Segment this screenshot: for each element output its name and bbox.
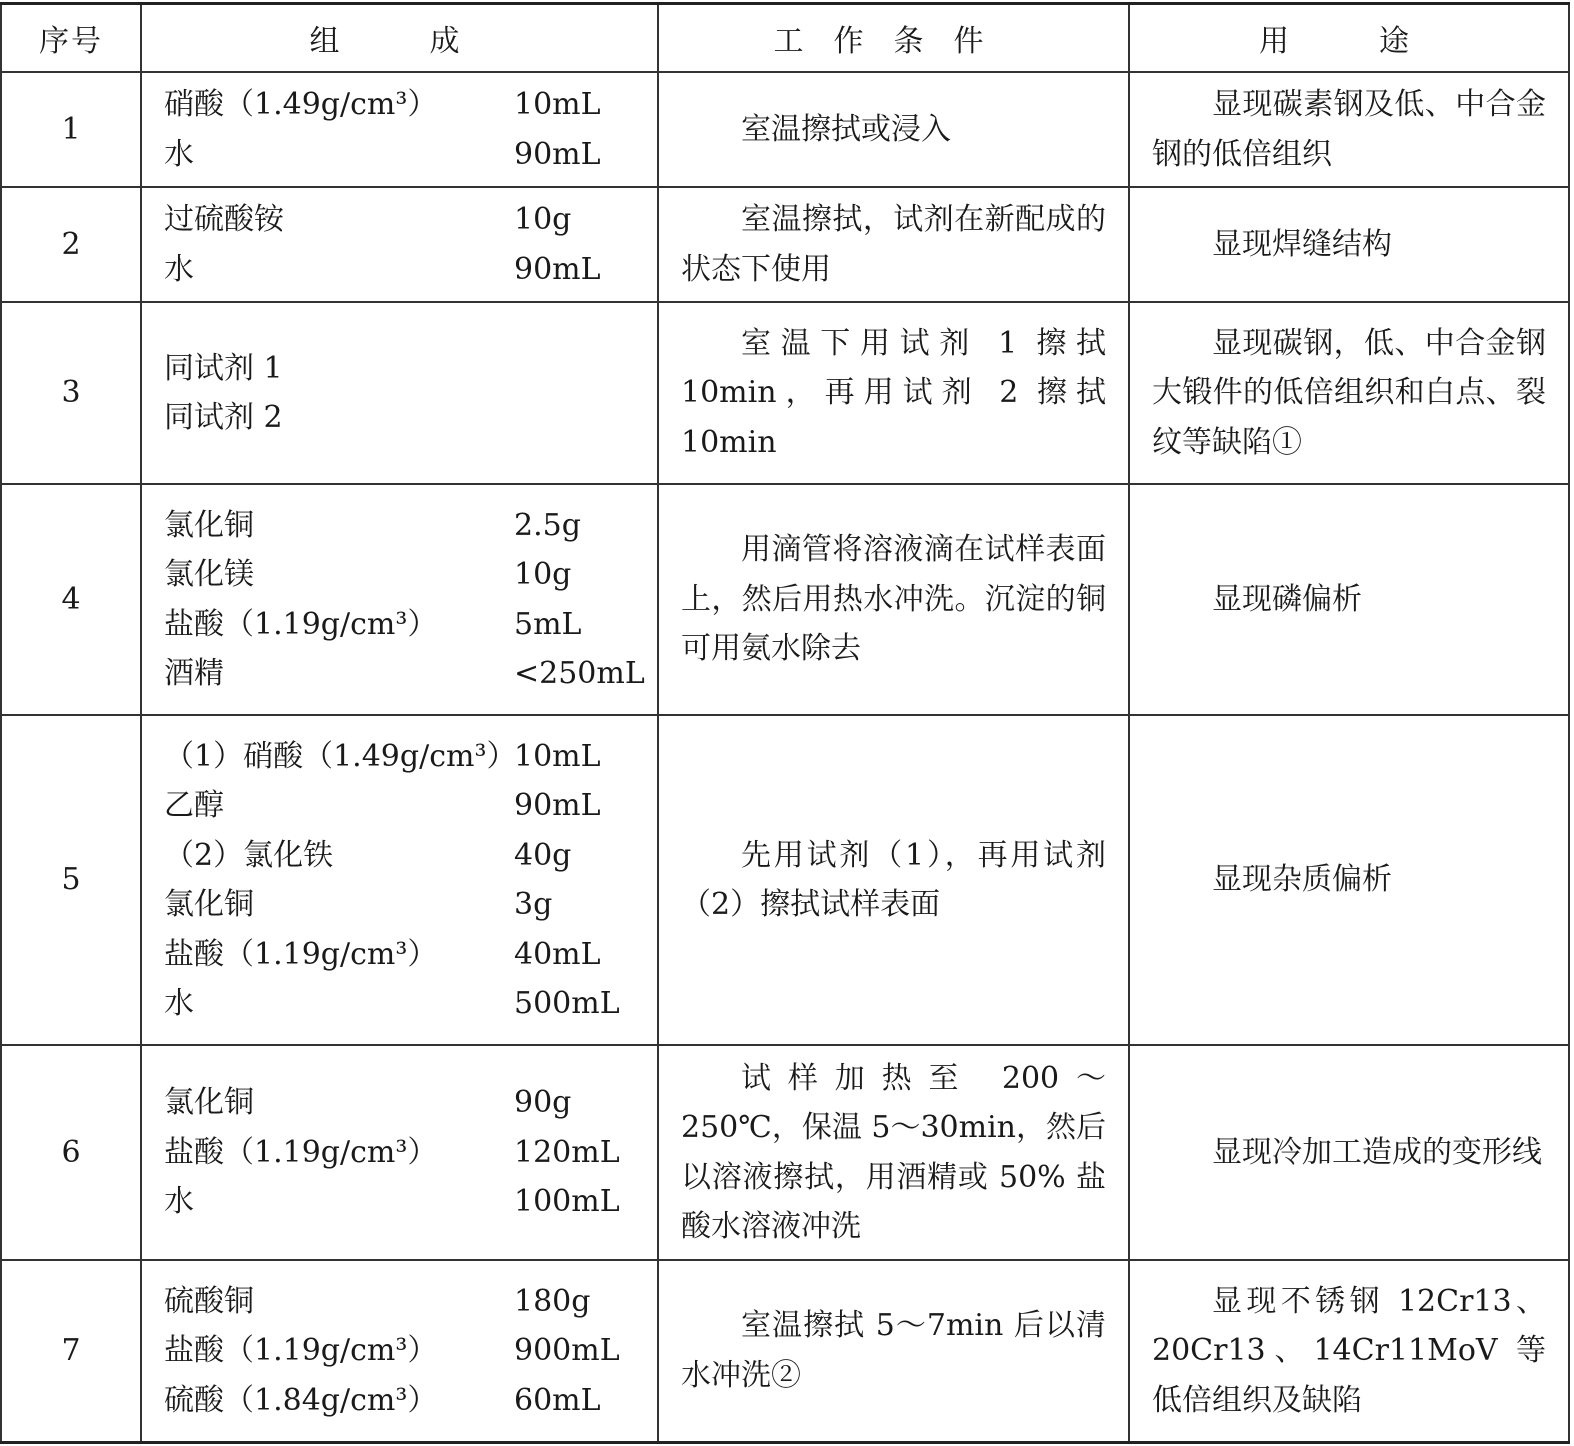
header-index: 序号	[1, 4, 141, 73]
conditions-cell	[658, 302, 1129, 484]
component-amount: 2.5g	[514, 507, 581, 543]
table-row	[1, 715, 1569, 1045]
component-name: 氯化铜	[164, 887, 254, 922]
conditions-cell	[658, 1260, 1129, 1442]
component-name: 氯化铜	[164, 507, 254, 543]
component-line	[164, 1177, 657, 1227]
usage-cell	[1129, 1045, 1569, 1260]
component-name: 盐酸（1.19g/cm³）	[164, 936, 438, 972]
conditions-cell	[658, 187, 1129, 302]
component-name: （1）硝酸（1.49g/cm³）	[164, 738, 517, 774]
component-name: 盐酸（1.19g/cm³）	[164, 1333, 438, 1368]
table-row	[1, 484, 1569, 715]
component-amount: 90g	[514, 1085, 572, 1121]
row-index: 1	[1, 72, 141, 187]
usage-text: 显现磷偏析	[1212, 581, 1362, 617]
component-name: 盐酸（1.19g/cm³）	[164, 1134, 438, 1170]
component-amount: 90mL	[514, 251, 601, 287]
conditions-text: 先用试剂（1），再用试剂（2）擦拭试样表面	[681, 837, 1106, 922]
component-line	[164, 979, 657, 1029]
usage-cell	[1129, 715, 1569, 1045]
header-conditions: 工作条件	[658, 4, 1129, 73]
component-line	[164, 831, 657, 881]
component-name: 水	[164, 136, 194, 172]
component-name: 硫酸铜	[164, 1283, 254, 1319]
component-name: 盐酸（1.19g/cm³）	[164, 606, 438, 642]
usage-cell	[1129, 1260, 1569, 1442]
component-line	[164, 344, 657, 394]
row-index: 7	[1, 1260, 141, 1442]
table-row	[1, 1260, 1569, 1442]
conditions-text: 室温擦拭，试剂在新配成的状态下使用	[681, 202, 1106, 287]
composition-cell	[141, 715, 658, 1045]
component-amount: <250mL	[514, 656, 645, 691]
table-row	[1, 187, 1569, 302]
header-row	[1, 4, 1569, 73]
component-amount: 10mL	[514, 738, 601, 774]
component-line	[164, 1376, 657, 1426]
conditions-cell	[658, 715, 1129, 1045]
component-line	[164, 550, 657, 600]
component-amount: 900mL	[514, 1333, 620, 1368]
component-amount: 60mL	[514, 1382, 601, 1418]
component-name: 氯化镁	[164, 557, 254, 592]
component-name: 水	[164, 251, 194, 287]
usage-text: 显现碳钢，低、中合金钢大锻件的低倍组织和白点、裂纹等缺陷①	[1152, 325, 1546, 460]
row-index: 3	[1, 302, 141, 484]
row-index: 4	[1, 484, 141, 715]
component-name: 水	[164, 1184, 194, 1220]
conditions-cell	[658, 72, 1129, 187]
usage-cell	[1129, 484, 1569, 715]
composition-cell	[141, 72, 658, 187]
composition-cell	[141, 1260, 658, 1442]
component-name: 硫酸（1.84g/cm³）	[164, 1382, 438, 1418]
component-line	[164, 930, 657, 980]
component-amount: 100mL	[514, 1184, 620, 1220]
component-line	[164, 1277, 657, 1327]
component-amount: 5mL	[514, 606, 582, 642]
row-index: 6	[1, 1045, 141, 1260]
composition-cell	[141, 1045, 658, 1260]
row-index: 2	[1, 187, 141, 302]
usage-cell	[1129, 187, 1569, 302]
component-name: 乙醇	[164, 788, 224, 823]
component-line	[164, 781, 657, 831]
usage-cell	[1129, 302, 1569, 484]
conditions-cell	[658, 484, 1129, 715]
component-amount: 120mL	[514, 1134, 620, 1170]
header-composition: 组 成	[141, 4, 658, 73]
conditions-text: 室温下用试剂 1 擦拭 10min，再用试剂 2 擦拭 10min	[681, 325, 1106, 460]
component-line	[164, 501, 657, 551]
component-name: （2）氯化铁	[164, 837, 334, 873]
component-name: 同试剂 2	[164, 400, 283, 435]
component-name: 酒精	[164, 656, 224, 691]
component-name: 水	[164, 986, 194, 1021]
component-amount: 500mL	[514, 986, 620, 1021]
component-line	[164, 80, 657, 130]
component-line	[164, 880, 657, 930]
component-amount: 40g	[514, 837, 572, 873]
component-amount: 3g	[514, 887, 553, 922]
component-line	[164, 245, 657, 295]
composition-cell	[141, 302, 658, 484]
component-amount: 40mL	[514, 936, 601, 972]
conditions-cell	[658, 1045, 1129, 1260]
component-line	[164, 130, 657, 180]
conditions-text: 用滴管将溶液滴在试样表面上，然后用热水冲洗。沉淀的铜可用氨水除去	[681, 532, 1106, 667]
header-usage: 用 途	[1129, 4, 1569, 73]
row-index: 5	[1, 715, 141, 1045]
usage-text: 显现杂质偏析	[1212, 862, 1392, 898]
conditions-text: 室温擦拭或浸入	[741, 111, 951, 147]
component-amount: 10mL	[514, 87, 601, 122]
component-amount: 90mL	[514, 788, 601, 823]
usage-text: 显现不锈钢 12Cr13、20Cr13、14Cr11MoV 等低倍组织及缺陷	[1152, 1283, 1546, 1418]
component-name: 氯化铜	[164, 1085, 254, 1121]
conditions-text: 室温擦拭 5～7min 后以清水冲洗②	[681, 1308, 1106, 1393]
component-line	[164, 195, 657, 245]
component-line	[164, 393, 657, 443]
component-line	[164, 732, 657, 782]
usage-cell	[1129, 72, 1569, 187]
component-name: 过硫酸铵	[164, 202, 284, 237]
composition-cell	[141, 187, 658, 302]
usage-text: 显现焊缝结构	[1212, 226, 1392, 262]
usage-text: 显现冷加工造成的变形线	[1212, 1134, 1542, 1170]
component-amount: 90mL	[514, 136, 601, 172]
component-line	[164, 1326, 657, 1376]
table-row	[1, 302, 1569, 484]
component-line	[164, 649, 657, 699]
component-line	[164, 600, 657, 650]
component-line	[164, 1128, 657, 1178]
component-amount: 10g	[514, 557, 572, 592]
table-row	[1, 72, 1569, 187]
reagent-table	[0, 2, 1570, 1444]
table-row	[1, 1045, 1569, 1260]
conditions-text: 试样加热至 200～250℃，保温 5～30min，然后以溶液擦拭，用酒精或 50% 盐酸水溶液冲洗	[681, 1060, 1106, 1244]
component-name: 硝酸（1.49g/cm³）	[164, 87, 438, 122]
component-name: 同试剂 1	[164, 350, 283, 386]
usage-text: 显现碳素钢及低、中合金钢的低倍组织	[1152, 87, 1546, 172]
component-line	[164, 1078, 657, 1128]
composition-cell	[141, 484, 658, 715]
component-amount: 10g	[514, 202, 572, 237]
component-amount: 180g	[514, 1283, 591, 1319]
